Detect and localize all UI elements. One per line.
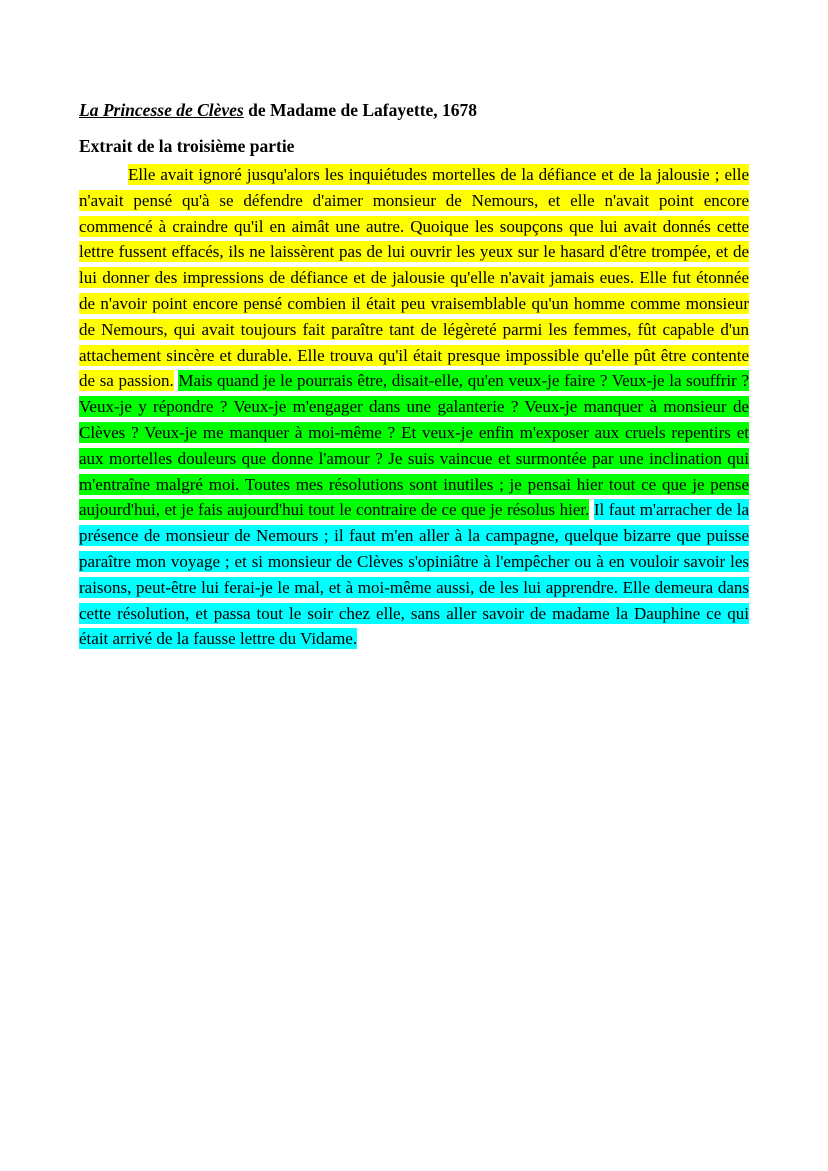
document-title bbox=[79, 98, 749, 122]
work-title: La Princesse de Clèves bbox=[79, 100, 244, 120]
excerpt-paragraph bbox=[79, 162, 749, 652]
document-page bbox=[79, 98, 749, 652]
excerpt-subtitle: Extrait de la troisième partie bbox=[79, 136, 295, 156]
highlight-green-passage: Mais quand je le pourrais être, disait-elle, qu'en veux-je faire ? Veux-je la souffrir ? Veux-je y répondre ? Veux-je m'engager dans une galanterie ? Veux-je manquer à monsieur de Clèves ? Veux-je me manquer à moi-même ? Et veux-je enfin m'exposer aux cruels repentirs et aux mortelles douleurs que donne l'amour ? Je suis vaincue et surmontée par une inclination qui m'entraîne malgré moi. Toutes mes résolutions sont inutiles ; je pensai hier tout ce que je pense aujourd'hui, et je fais aujourd'hui tout le contraire de ce que je résolus hier. bbox=[79, 371, 750, 520]
highlight-cyan-passage: Il faut m'arracher de la présence de monsieur de Nemours ; il faut m'en aller à la campagne, quelque bizarre que puisse paraître mon voyage ; et si monsieur de Clèves s'opiniâtre à l'empêcher ou à en vouloir savoir les raisons, peut-être lui ferai-je le mal, et à moi-même aussi, de les lui apprendre. Elle demeura dans cette résolution, et passa tout le soir chez elle, sans aller savoir de madame la Dauphine ce qui était arrivé de la fausse lettre du Vidame. bbox=[79, 500, 749, 649]
highlight-yellow-passage: Elle avait ignoré jusqu'alors les inquiétudes mortelles de la défiance et de la jalousie ; elle n'avait pensé qu'à se défendre d'aimer monsieur de Nemours, et elle n'avait point encore commencé à craindre qu'il en aimât une autre. Quoique les soupçons que lui avait donnés cette lettre fussent effacés, ils ne laissèrent pas de lui ouvrir les yeux sur le hasard d'être trompée, et de lui donner des impressions de défiance et de jalousie qu'elle n'avait jamais eues. Elle fut étonnée de n'avoir point encore pensé combien il était peu vraisemblable qu'un homme comme monsieur de Nemours, qui avait toujours fait paraître tant de légèreté parmi les femmes, fût capable d'un attachement sincère et durable. Elle trouva qu'il était presque impossible qu'elle pût être contente de sa passion. bbox=[79, 165, 749, 391]
author-and-date: de Madame de Lafayette, 1678 bbox=[243, 100, 478, 120]
